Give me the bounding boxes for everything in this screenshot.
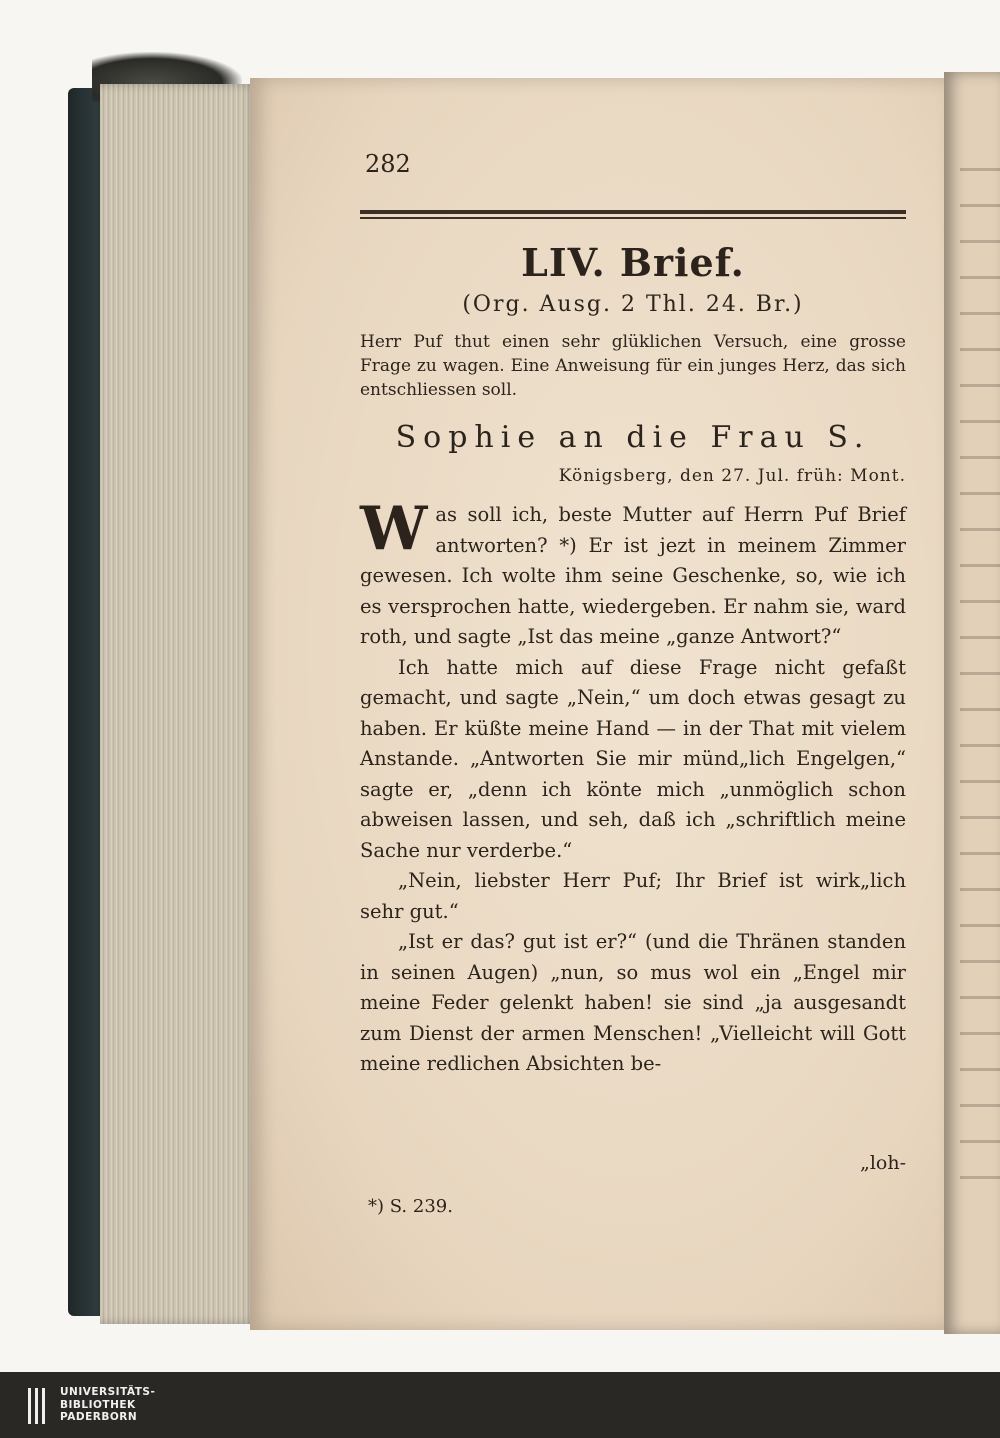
library-name-line: PADERBORN [60,1411,138,1423]
edition-note: (Org. Ausg. 2 Thl. 24. Br.) [462,292,804,317]
library-name-line: BIBLIOTHEK [60,1398,136,1411]
drop-capital: W [360,494,428,564]
page-number: 282 [365,150,411,178]
show-through-text [960,168,1000,1212]
body-paragraph: „Ist er das? gut ist er?“ (und die Thränen standen in seinen Augen) „nun, so mus wol ein „Engel mir meine Feder gelenkt haben! sie sind „ja ausgesandt zum Dienst der armen Menschen! „Vielleicht will Gott meine redlichen Absichten be- [360,930,906,1075]
page-stack-edge [100,84,258,1324]
header-rule-thick [360,210,906,214]
body-paragraph [360,494,906,653]
header-rule-thin [360,217,906,219]
letter-title: LIV. Brief. [521,240,745,285]
dateline: Königsberg, den 27. Jul. früh: Mont. [558,466,906,486]
library-logo-icon [28,1388,52,1424]
body-paragraph: Ich hatte mich auf diese Frage nicht gefaßt gemacht, und sagte „Nein,“ um doch etwas gesagt zu haben. Er küßte meine Hand — in der That mit vielem Anstande. „Antworten Sie mir münd„lich Engelgen,“ sagte er, „denn ich könte mich „unmöglich schon abweisen lassen, und seh, daß ich „schriftlich meine Sache nur verderbe.“ [360,655,906,862]
body-paragraph: „Nein, liebster Herr Puf; Ihr Brief ist wirk„lich sehr gut.“ [360,869,906,923]
letter-summary: Herr Puf thut einen sehr glüklichen Versuch, eine grosse Frage zu wagen. Eine Anweisung für ein junges Herz, das sich entschliessen soll. [360,332,906,400]
library-footer [0,1372,1000,1438]
library-name-line: UNIVERSITÄTS- [60,1386,156,1398]
catchword: „loh- [859,1152,906,1174]
paragraph-text: as soll ich, beste Mutter auf Herrn Puf Brief antworten? *) Er ist jezt in meinem Zimmer gewesen. Ich wolte ihm seine Geschenke, so, wie ich es versprochen hatte, wiedergeben. Er nahm sie, ward roth, und sagte „Ist das meine „ganze Antwort?“ [360,503,906,648]
library-name [60,1386,155,1424]
letter-body [360,494,906,1080]
correspondents-heading: Sophie an die Frau S. [395,420,871,455]
footnote: *) S. 239. [368,1196,453,1217]
